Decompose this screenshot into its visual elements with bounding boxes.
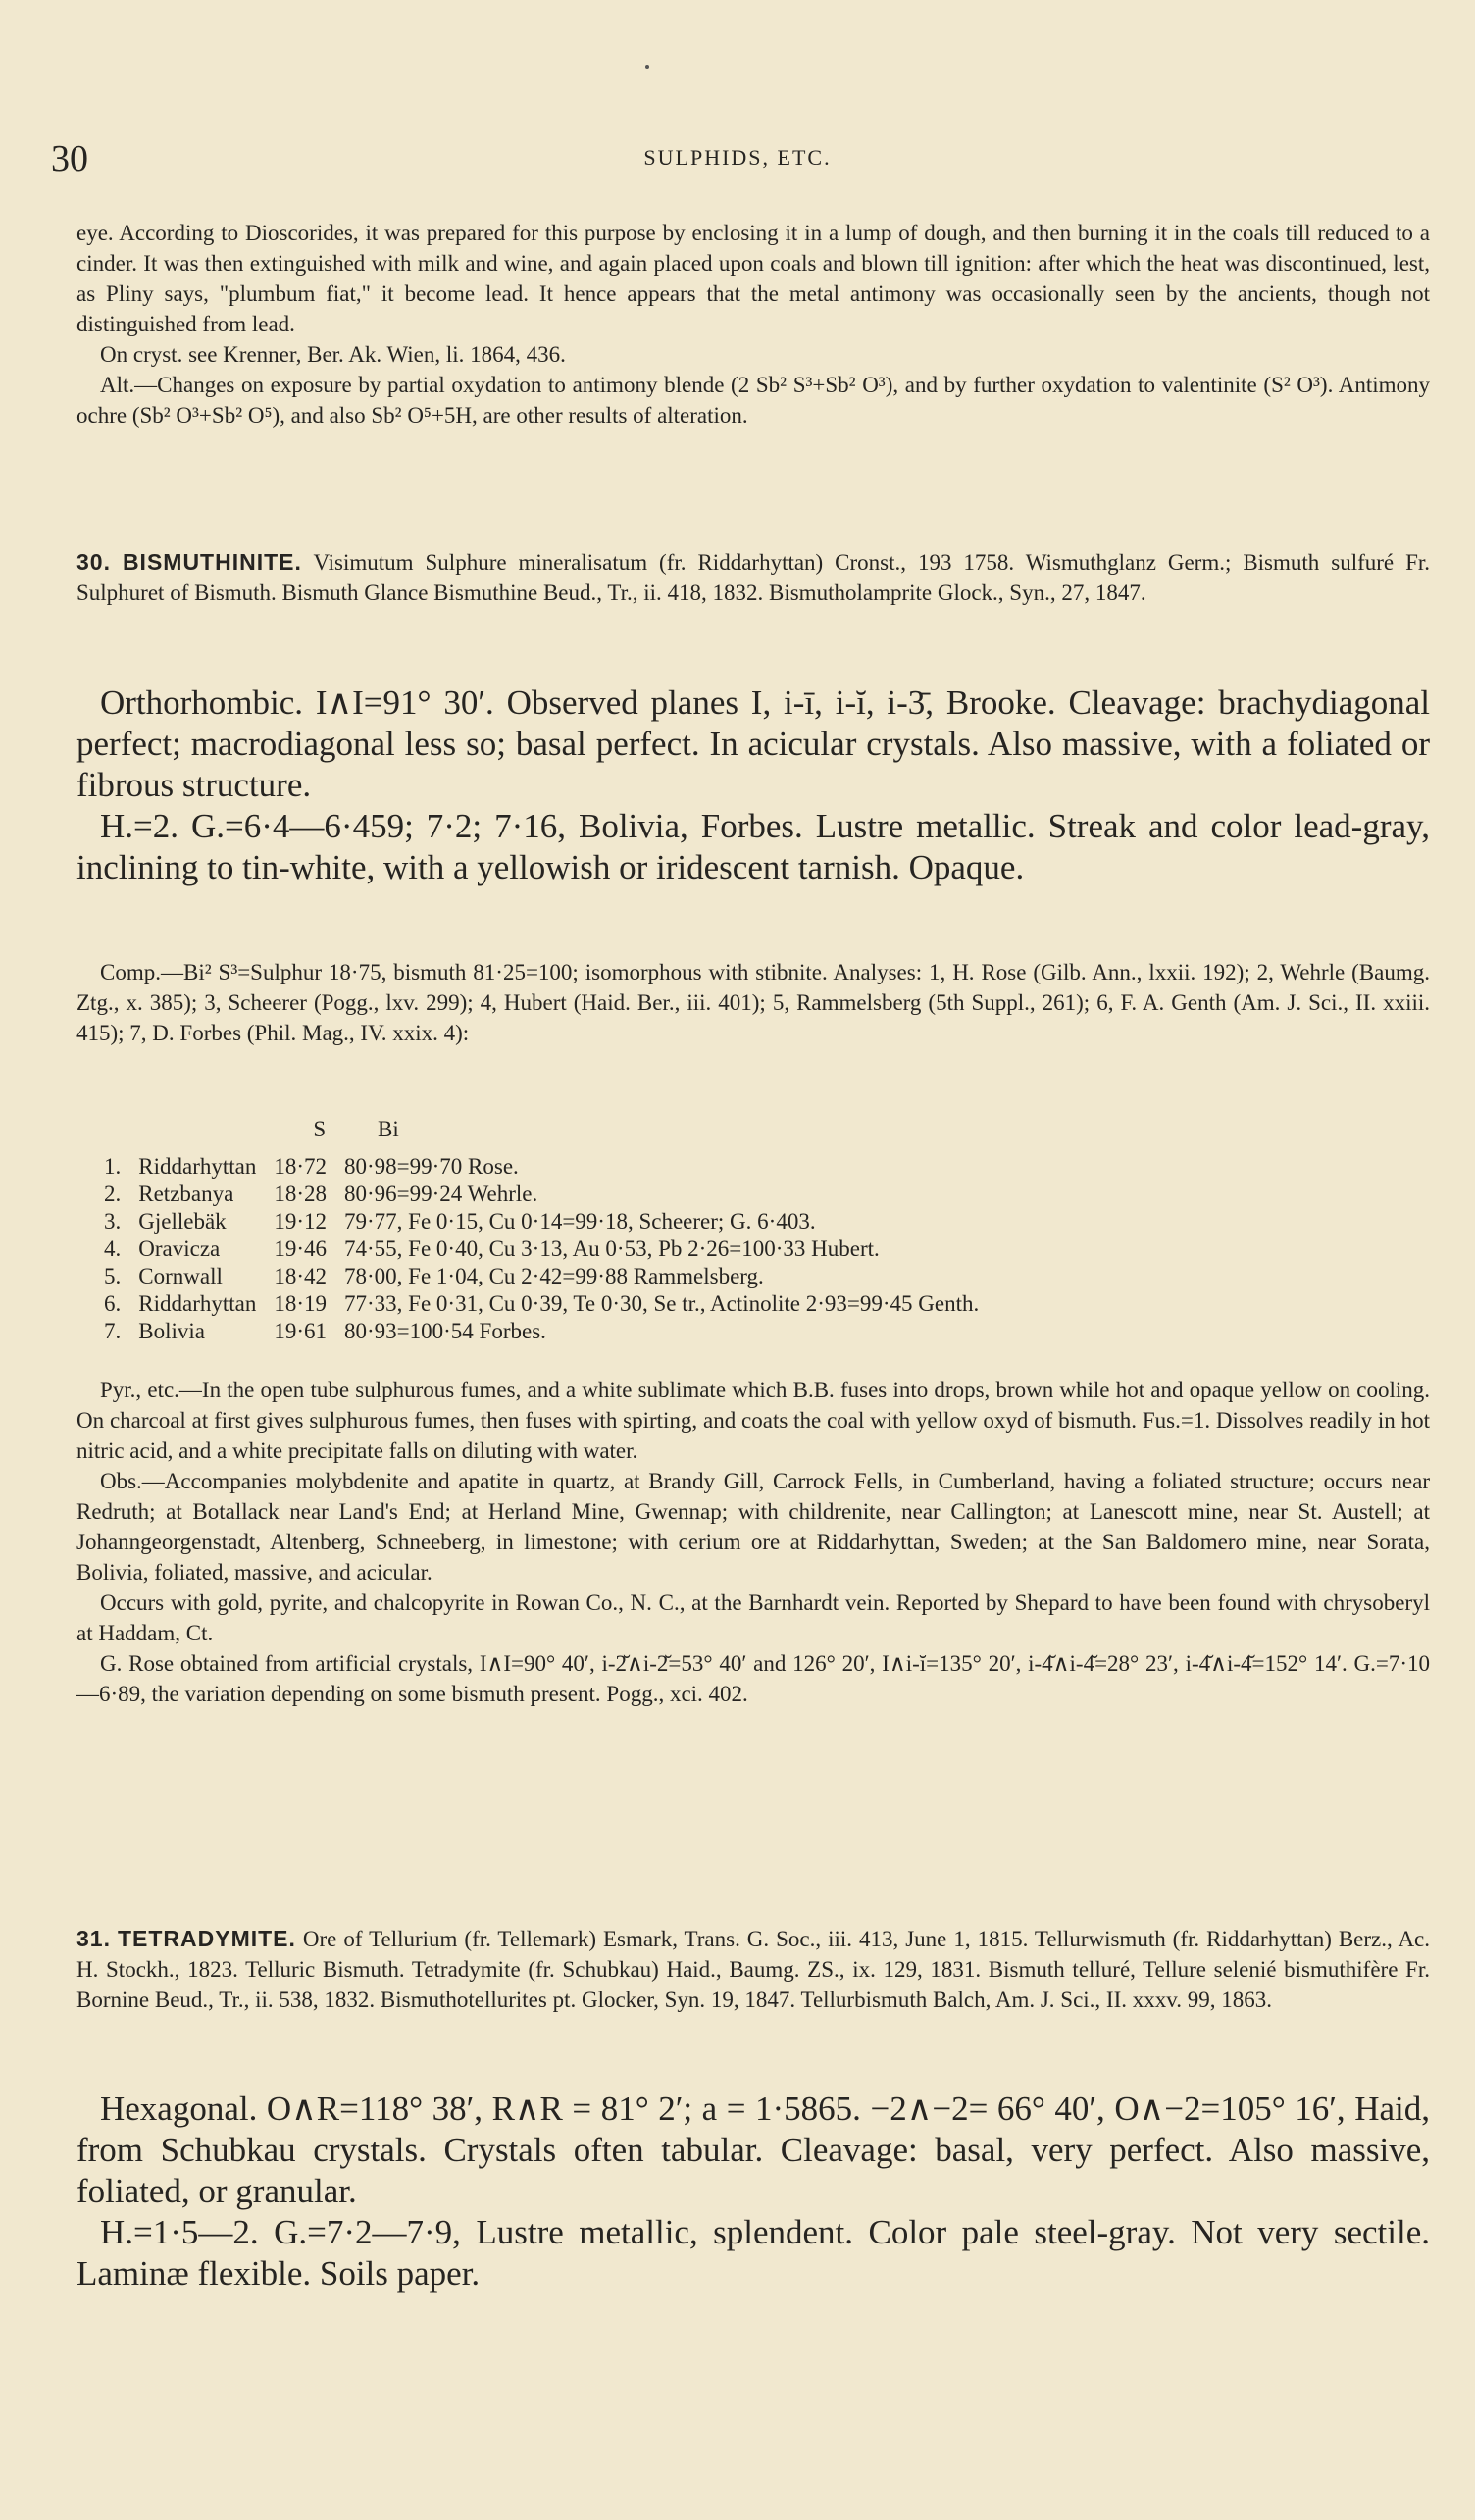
observations-paragraph: Obs.—Accompanies molybdenite and apatite in quartz, at Brandy Gill, Carrock Fells, in Cumberland, having a foliated structure; occurs near Redruth; at Botallack near Land's End; at Herland Mine, Gwennap; with childrenite, near Callington; at Lanescott mine, near St. Austell; at Johanngeorgenstadt, Altenberg, Schneeberg, in limestone; with cerium ore at Riddarhyttan, Sweden; at the San Baldomero mine, near Sorata, Bolivia, foliated, massive, and acicular. xyxy=(76,1469,1430,1585)
row-sulphur: 19·46 xyxy=(274,1236,328,1261)
row-sulphur: 19·12 xyxy=(274,1209,328,1234)
composition-section xyxy=(76,957,1430,1048)
mineral-name: BISMUTHINITE. xyxy=(122,549,302,575)
row-locality: Riddarhyttan xyxy=(138,1154,257,1179)
row-index: 6. xyxy=(104,1291,122,1316)
row-index: 2. xyxy=(104,1182,122,1206)
bismuthinite-description xyxy=(76,682,1430,888)
row-sulphur: 19·61 xyxy=(274,1319,328,1343)
page-number: 30 xyxy=(51,138,88,179)
row-index: 3. xyxy=(104,1209,122,1234)
row-values: 80·96=99·24 Wehrle. xyxy=(344,1182,538,1206)
row-locality: Retzbanya xyxy=(138,1182,234,1206)
alteration-paragraph: Alt.—Changes on exposure by partial oxydation to antimony blende (2 Sb² S³+Sb² O³), and by further oxydation to valentinite (S² O³). Antimony ochre (Sb² O³+Sb² O⁵), and also Sb² O⁵+5H, are other results of alteration. xyxy=(76,373,1430,428)
synonymy: Visimutum Sulphure mineralisatum (fr. Riddarhyttan) Cronst., 193 1758. Wismuthglanz Germ.; Bismuth sulfuré Fr. Sulphuret of Bismuth. Bismuth Glance Bismuthine Beud., Tr., ii. 418, 1832. Bismutholamprite Glock., Syn., 27, 1847. xyxy=(76,550,1430,605)
row-locality: Riddarhyttan xyxy=(138,1291,257,1316)
table-row xyxy=(104,1181,996,1208)
physical-properties: H.=2. G.=6·4—6·459; 7·2; 7·16, Bolivia, Forbes. Lustre metallic. Streak and color lead-gray, inclining to tin-white, with a yellowish or iridescent tarnish. Opaque. xyxy=(76,807,1430,886)
table-row xyxy=(104,1153,996,1181)
row-values: 79·77, Fe 0·15, Cu 0·14=99·18, Scheerer; G. 6·403. xyxy=(344,1209,816,1234)
pyrognostics-section xyxy=(76,1375,1430,1709)
analyses-header-row xyxy=(104,1116,996,1143)
table-row xyxy=(104,1235,996,1263)
entry-number: 31. xyxy=(76,1926,111,1951)
row-index: 4. xyxy=(104,1236,122,1261)
table-row xyxy=(104,1318,996,1345)
intro-paragraph: eye. According to Dioscorides, it was prepared for this purpose by enclosing it in a lump of dough, and then burning it in the coals till reduced to a cinder. It was then extinguished with milk and wine, and again placed upon coals and blown till ignition: after which the heat was discontinued, lest, as Pliny says, "plumbum fiat," it become lead. It hence appears that the metal antimony was occasionally seen by the ancients, though not distinguished from lead. xyxy=(76,221,1430,336)
table-row xyxy=(104,1208,996,1235)
column-header-bi: Bi xyxy=(378,1117,399,1141)
analyses-table-block xyxy=(104,1116,1438,1345)
page-header xyxy=(51,137,1424,179)
row-index: 1. xyxy=(104,1154,122,1179)
row-locality: Cornwall xyxy=(138,1264,223,1288)
synonymy: Ore of Tellurium (fr. Tellemark) Esmark, Trans. G. Soc., iii. 413, June 1, 1815. Tellurwismuth (fr. Riddarhyttan) Berz., Ac. H. Stockh., 1823. Telluric Bismuth. Tetradymite (fr. Schubkau) Haid., Baumg. ZS., ix. 129, 1831. Bismuth telluré, Tellure selenié bismuthifère Fr. Bornine Beud., Tr., ii. 538, 1832. Bismuthotellurites pt. Glocker, Syn. 19, 1847. Tellurbismuth Balch, Am. J. Sci., II. xxxv. 99, 1863. xyxy=(76,1927,1431,2012)
running-title: SULPHIDS, ETC. xyxy=(643,145,832,170)
row-values: 77·33, Fe 0·31, Cu 0·39, Te 0·30, Se tr., Actinolite 2·93=99·45 Genth. xyxy=(344,1291,980,1316)
row-index: 7. xyxy=(104,1319,122,1343)
bismuthinite-heading xyxy=(76,547,1430,608)
row-values: 80·98=99·70 Rose. xyxy=(344,1154,519,1179)
row-values: 80·93=100·54 Forbes. xyxy=(344,1319,546,1343)
row-values: 74·55, Fe 0·40, Cu 3·13, Au 0·53, Pb 2·26=100·33 Hubert. xyxy=(344,1236,880,1261)
occurrence-paragraph: Occurs with gold, pyrite, and chalcopyrite in Rowan Co., N. C., at the Barnhardt vein. Reported by Shepard to have been found with chrysoberyl at Haddam, Ct. xyxy=(76,1590,1430,1645)
print-speck xyxy=(645,65,649,69)
row-locality: Oravicza xyxy=(138,1236,221,1261)
row-locality: Gjellebäk xyxy=(138,1209,227,1234)
row-sulphur: 18·42 xyxy=(274,1264,328,1288)
analyses-table xyxy=(104,1116,996,1345)
row-sulphur: 18·19 xyxy=(274,1291,328,1316)
row-values: 78·00, Fe 1·04, Cu 2·42=99·88 Rammelsberg. xyxy=(344,1264,764,1288)
entry-number: 30. xyxy=(76,549,111,575)
rose-crystals-paragraph: G. Rose obtained from artificial crystals, I∧I=90° 40′, i-2̆∧i-2̆=53° 40′ and 126° 20′, I∧i-ĭ=135° 20′, i-4̆∧i-4̆=28° 23′, i-4̆∧i-4̆=152° 14′. G.=7·10—6·89, the variation depending on some bismuth present. Pogg., xci. 402. xyxy=(76,1651,1430,1706)
row-sulphur: 18·72 xyxy=(274,1154,328,1179)
tetradymite-heading xyxy=(76,1924,1430,2015)
mineral-name: TETRADYMITE. xyxy=(117,1926,296,1951)
table-row xyxy=(104,1290,996,1318)
intro-section xyxy=(76,218,1430,430)
cryst-reference: On cryst. see Krenner, Ber. Ak. Wien, li. 1864, 436. xyxy=(100,342,566,367)
pyrognostics-paragraph: Pyr., etc.—In the open tube sulphurous fumes, and a white sublimate which B.B. fuses into drops, brown while hot and opaque yellow on cooling. On charcoal at first gives sulphurous fumes, then fuses with spirting, and coats the coal with yellow oxyd of bismuth. Fus.=1. Dissolves readily in hot nitric acid, and a white precipitate falls on diluting with water. xyxy=(76,1378,1430,1463)
table-row xyxy=(104,1263,996,1290)
column-header-s: S xyxy=(313,1117,327,1141)
row-sulphur: 18·28 xyxy=(274,1182,328,1206)
tetradymite-description xyxy=(76,2089,1430,2294)
crystal-description: Orthorhombic. I∧I=91° 30′. Observed planes I, i-ī, i-ĭ, i-3̄, Brooke. Cleavage: brachydiagonal perfect; macrodiagonal less so; basal perfect. In acicular crystals. Also massive, with a foliated or fibrous structure. xyxy=(76,683,1430,804)
composition-paragraph: Comp.—Bi² S³=Sulphur 18·75, bismuth 81·25=100; isomorphous with stibnite. Analyses: 1, H. Rose (Gilb. Ann., lxxii. 192); 2, Wehrle (Baumg. Ztg., x. 385); 3, Scheerer (Pogg., lxv. 299); 4, Hubert (Haid. Ber., iii. 401); 5, Rammelsberg (5th Suppl., 261); 6, F. A. Genth (Am. J. Sci., II. xxiii. 415); 7, D. Forbes (Phil. Mag., IV. xxix. 4): xyxy=(76,960,1430,1045)
row-index: 5. xyxy=(104,1264,122,1288)
crystal-description: Hexagonal. O∧R=118° 38′, R∧R = 81° 2′; a = 1·5865. −2∧−2= 66° 40′, O∧−2=105° 16′, Haid, from Schubkau crystals. Crystals often tabular. Cleavage: basal, very perfect. Also massive, foliated, or granular. xyxy=(76,2090,1430,2210)
physical-properties: H.=1·5—2. G.=7·2—7·9, Lustre metallic, splendent. Color pale steel-gray. Not very sectile. Laminæ flexible. Soils paper. xyxy=(76,2213,1430,2293)
row-locality: Bolivia xyxy=(138,1319,205,1343)
